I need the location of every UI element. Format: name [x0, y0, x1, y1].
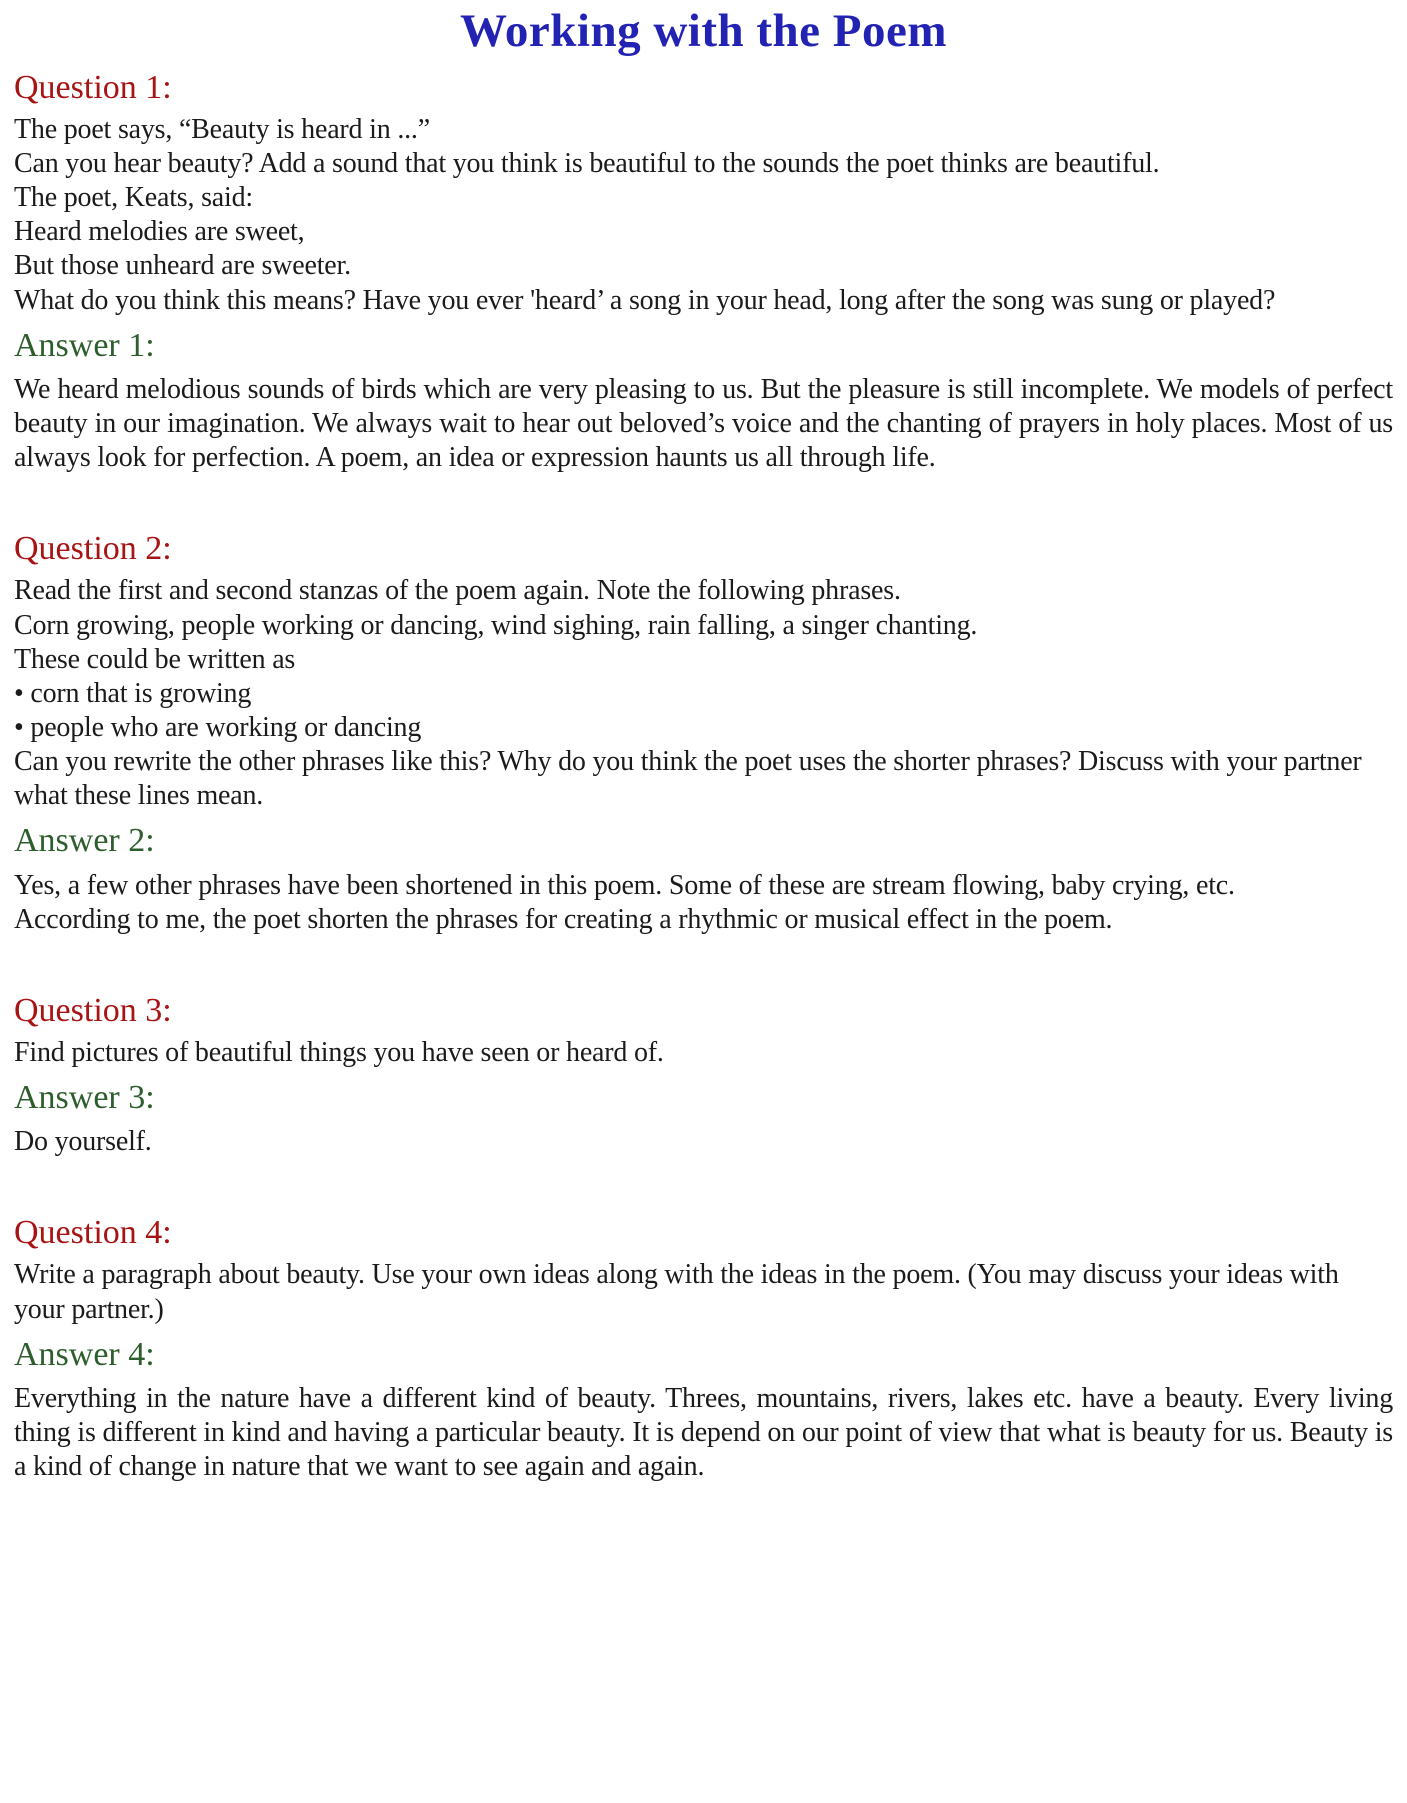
answer-text	[14, 1125, 1393, 1159]
answer-text	[14, 1382, 1393, 1484]
question-text	[14, 1036, 1393, 1070]
answer-text	[14, 373, 1393, 475]
question-line: These could be written as	[14, 643, 296, 675]
question-text	[14, 113, 1393, 318]
answer-heading: Answer 3:	[14, 1079, 155, 1117]
question-line: • corn that is growing	[14, 677, 252, 709]
answer-paragraph: Yes, a few other phrases have been shortened in this poem. Some of these are stream flowing, baby crying, etc.	[14, 869, 1235, 901]
page-title: Working with the Poem	[459, 5, 948, 57]
question-line: Corn growing, people working or dancing, wind sighing, rain falling, a singer chanting.	[14, 609, 978, 641]
question-text	[14, 574, 1393, 813]
question-line: The poet says, “Beauty is heard in ...”	[14, 113, 430, 145]
answer-heading: Answer 2:	[14, 822, 155, 860]
qa-section	[14, 1213, 1393, 1484]
question-heading: Question 2:	[14, 530, 172, 568]
qa-section	[14, 68, 1393, 476]
question-line: But those unheard are sweeter.	[14, 250, 351, 282]
question-line: Heard melodies are sweet,	[14, 216, 305, 248]
question-line: Write a paragraph about beauty. Use your own ideas along with the ideas in the poem. (You may discuss your ideas with your partner.)	[14, 1259, 1339, 1325]
qa-section	[14, 991, 1393, 1160]
answer-paragraph: We heard melodious sounds of birds which are very pleasing to us. But the pleasure is still incomplete. We models of perfect beauty in our imagination. We always wait to hear out beloved’s voice and the chanting of prayers in holy places. Most of us always look for perfection. A poem, an idea or expression haunts us all through life.	[14, 373, 1393, 474]
answer-paragraph: According to me, the poet shorten the phrases for creating a rhythmic or musical effect in the poem.	[14, 903, 1113, 935]
answer-paragraph: Everything in the nature have a different kind of beauty. Threes, mountains, rivers, lakes etc. have a beauty. Every living thing is different in kind and having a particular beauty. It is depend on our point of view that what is beauty for us. Beauty is a kind of change in nature that we want to see again and again.	[14, 1382, 1393, 1483]
answer-heading: Answer 4:	[14, 1335, 155, 1373]
question-heading: Question 1:	[14, 68, 172, 106]
question-line: Read the first and second stanzas of the poem again. Note the following phrases.	[14, 575, 901, 607]
question-heading: Question 4:	[14, 1214, 172, 1252]
question-line: Can you rewrite the other phrases like this? Why do you think the poet uses the shorter phrases? Discuss with your partner what these lines mean.	[14, 746, 1362, 812]
question-line: • people who are working or dancing	[14, 712, 422, 743]
question-line: What do you think this means? Have you ever 'heard’ a song in your head, long after the song was sung or played?	[14, 284, 1276, 316]
qa-section	[14, 529, 1393, 937]
question-heading: Question 3:	[14, 991, 172, 1029]
question-line: The poet, Keats, said:	[14, 182, 253, 214]
answer-text	[14, 869, 1393, 937]
question-line: Can you hear beauty? Add a sound that you think is beautiful to the sounds the poet thinks are beautiful.	[14, 147, 1160, 179]
answer-heading: Answer 1:	[14, 326, 155, 364]
question-line: Find pictures of beautiful things you have seen or heard of.	[14, 1036, 664, 1068]
answer-paragraph: Do yourself.	[14, 1126, 152, 1158]
document-body	[14, 68, 1393, 1485]
question-text	[14, 1258, 1393, 1326]
